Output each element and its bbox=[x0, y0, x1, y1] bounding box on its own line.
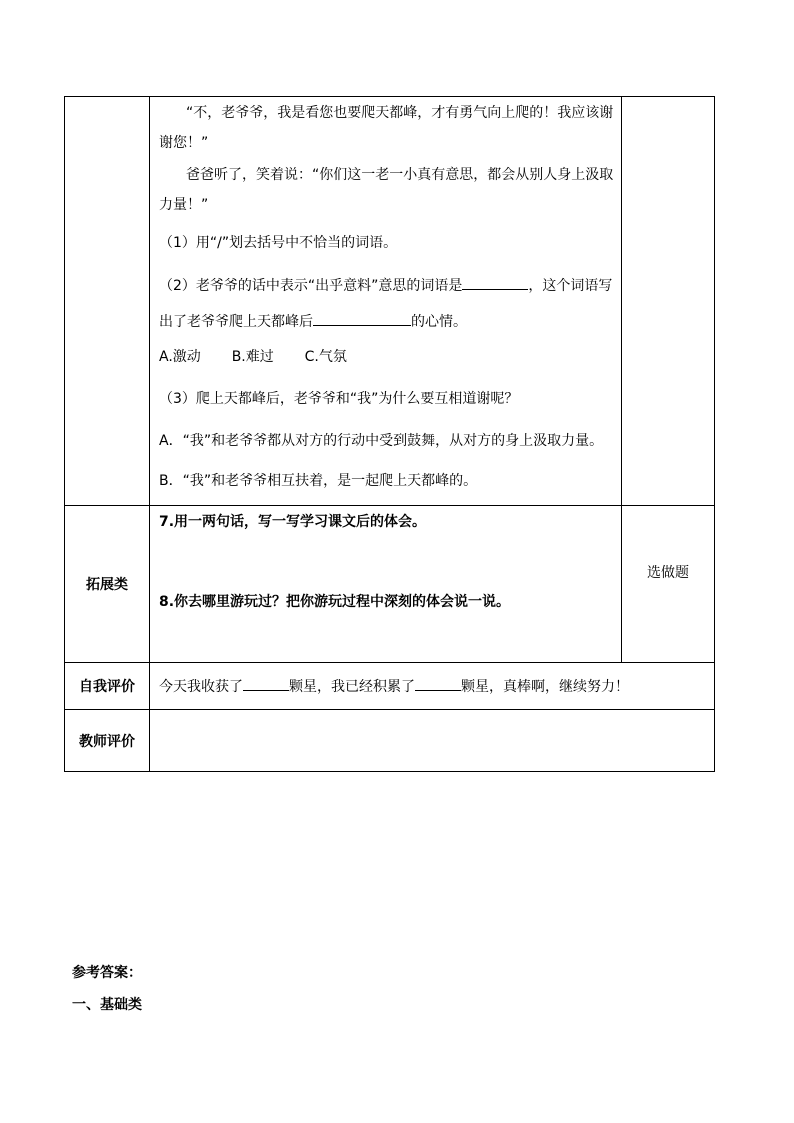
question-2-line1 bbox=[159, 275, 612, 296]
reading-content-cell bbox=[150, 97, 622, 506]
worksheet-table bbox=[64, 96, 715, 772]
answers-section-1: 一、基础类 bbox=[72, 997, 142, 1013]
question-2-text-b: ，这个词语写 bbox=[528, 278, 613, 294]
self-eval-row bbox=[65, 663, 715, 710]
story-para1-line1: “不，老爷爷，我是看您也要爬天都峰，才有勇气向上爬的！我应该谢 bbox=[186, 105, 614, 121]
teacher-eval-row bbox=[65, 710, 715, 772]
extension-content-cell bbox=[150, 506, 622, 663]
stars-earned-blank[interactable] bbox=[243, 676, 289, 691]
question-2-options bbox=[159, 347, 347, 367]
question-3-option-a[interactable]: A．“我”和老爷爷都从对方的行动中受到鼓舞，从对方的身上汲取力量。 bbox=[159, 433, 604, 449]
self-eval-sentence bbox=[150, 676, 714, 696]
question-2-text-d: 的心情。 bbox=[411, 314, 467, 330]
story-para2-line2: 力量！” bbox=[159, 197, 209, 213]
self-eval-label: 自我评价 bbox=[65, 663, 150, 710]
option-a[interactable]: A.激动 bbox=[159, 349, 201, 365]
option-c[interactable]: C.气氛 bbox=[304, 349, 347, 365]
teacher-eval-content-cell[interactable] bbox=[150, 710, 715, 772]
question-1: （1）用“/”划去括号中不恰当的词语。 bbox=[159, 235, 398, 251]
question-7: 7.用一两句话，写一写学习课文后的体会。 bbox=[159, 514, 427, 530]
reading-row bbox=[65, 97, 715, 506]
self-eval-content-cell bbox=[150, 663, 715, 710]
answers-title: 参考答案： bbox=[72, 965, 142, 981]
extension-row bbox=[65, 506, 715, 663]
question-2-line2 bbox=[159, 311, 467, 332]
reading-label-cell bbox=[65, 97, 150, 506]
question-2-text-c: 出了老爷爷爬上天都峰后 bbox=[159, 314, 313, 330]
optional-note: 选做题 bbox=[647, 565, 689, 581]
question-3-option-b[interactable]: B．“我”和老爷爷相互扶着，是一起爬上天都峰的。 bbox=[159, 473, 478, 489]
stars-total-blank[interactable] bbox=[415, 676, 461, 691]
extension-label: 拓展类 bbox=[65, 506, 150, 663]
answer-blank-mood[interactable] bbox=[313, 311, 411, 326]
question-2-text-a: （2）老爷爷的话中表示“出乎意料”意思的词语是 bbox=[159, 278, 463, 294]
story-para2-line1: 爸爸听了，笑着说：“你们这一老一小真有意思，都会从别人身上汲取 bbox=[186, 167, 614, 183]
self-eval-text-a: 今天我收获了 bbox=[159, 679, 243, 695]
option-b[interactable]: B.难过 bbox=[231, 349, 274, 365]
reading-note-cell bbox=[622, 97, 715, 506]
story-para1-line2: 谢您！” bbox=[159, 135, 209, 151]
question-3: （3）爬上天都峰后，老爷爷和“我”为什么要互相道谢呢？ bbox=[159, 391, 519, 407]
self-eval-text-c: 颗星，真棒啊，继续努力！ bbox=[461, 679, 629, 695]
self-eval-text-b: 颗星，我已经积累了 bbox=[289, 679, 415, 695]
question-8: 8.你去哪里游玩过？把你游玩过程中深刻的体会说一说。 bbox=[159, 594, 511, 610]
extension-note-cell bbox=[622, 506, 715, 663]
teacher-eval-label: 教师评价 bbox=[65, 710, 150, 772]
answer-blank-word[interactable] bbox=[462, 275, 528, 290]
